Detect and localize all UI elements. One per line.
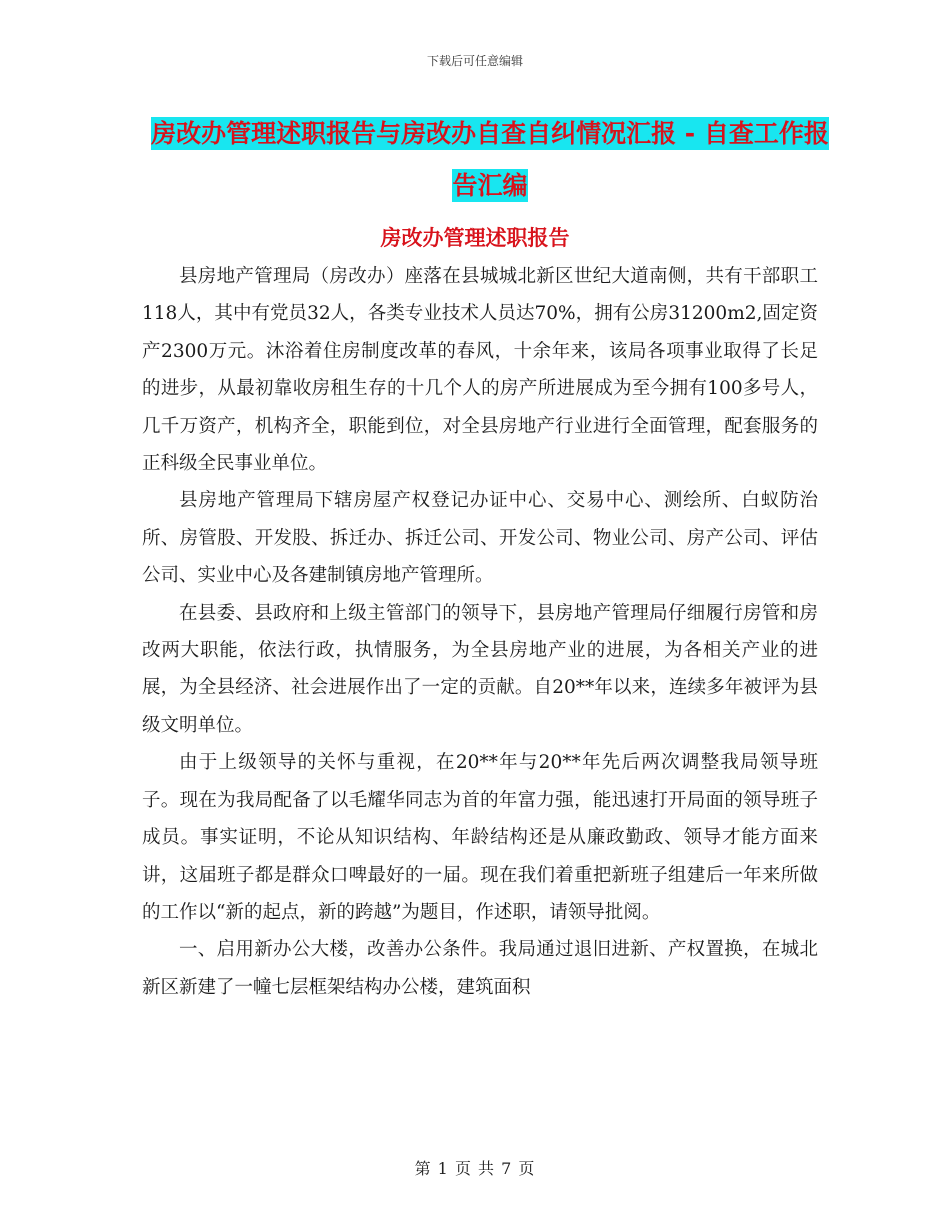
document-title-text: 房改办管理述职报告与房改办自查自纠情况汇报 - 自查工作报告汇编 bbox=[151, 119, 829, 200]
document-title bbox=[140, 108, 840, 212]
page-footer: 第 1 页 共 7 页 bbox=[414, 1159, 536, 1178]
header-note: 下载后可任意编辑 bbox=[426, 54, 523, 68]
section-title: 房改办管理述职报告 bbox=[380, 226, 570, 250]
paragraph: 县房地产管理局（房改办）座落在县城城北新区世纪大道南侧，共有干部职工118人，其中有党员32人，各类专业技术人员达70%，拥有公房31200m2,固定资产2300万元。沐浴着住房制度改革的春风，十余年来，该局各项事业取得了长足的进步，从最初靠收房租生存的十几个人的房产所进展成为至今拥有100多号人，几千万资产，机构齐全，职能到位，对全县房地产行业进行全面管理，配套服务的正科级全民事业单位。 bbox=[142, 266, 818, 475]
paragraph: 由于上级领导的关怀与重视，在20**年与20**年先后两次调整我局领导班子。现在为我局配备了以毛耀华同志为首的年富力强，能迅速打开局面的领导班子成员。事实证明，不论从知识结构、年龄结构还是从廉政勤政、领导才能方面来讲，这届班子都是群众口啤最好的一届。现在我们着重把新班子组建后一年来所做的工作以“新的起点，新的跨越”为题目，作述职，请领导批阅。 bbox=[142, 752, 818, 923]
paragraph: 县房地产管理局下辖房屋产权登记办证中心、交易中心、测绘所、白蚁防治所、房管股、开发股、拆迁办、拆迁公司、开发公司、物业公司、房产公司、评估公司、实业中心及各建制镇房地产管理所。 bbox=[142, 490, 818, 587]
document-body bbox=[142, 258, 818, 1006]
paragraph: 一、启用新办公大楼，改善办公条件。我局通过退旧进新、产权置换，在城北新区新建了一幢七层框架结构办公楼，建筑面积 bbox=[142, 939, 818, 998]
paragraph: 在县委、县政府和上级主管部门的领导下，县房地产管理局仔细履行房管和房改两大职能，依法行政，执情服务，为全县房地产业的进展，为各相关产业的进展，为全县经济、社会进展作出了一定的贡献。自20**年以来，连续多年被评为县级文明单位。 bbox=[142, 602, 818, 736]
